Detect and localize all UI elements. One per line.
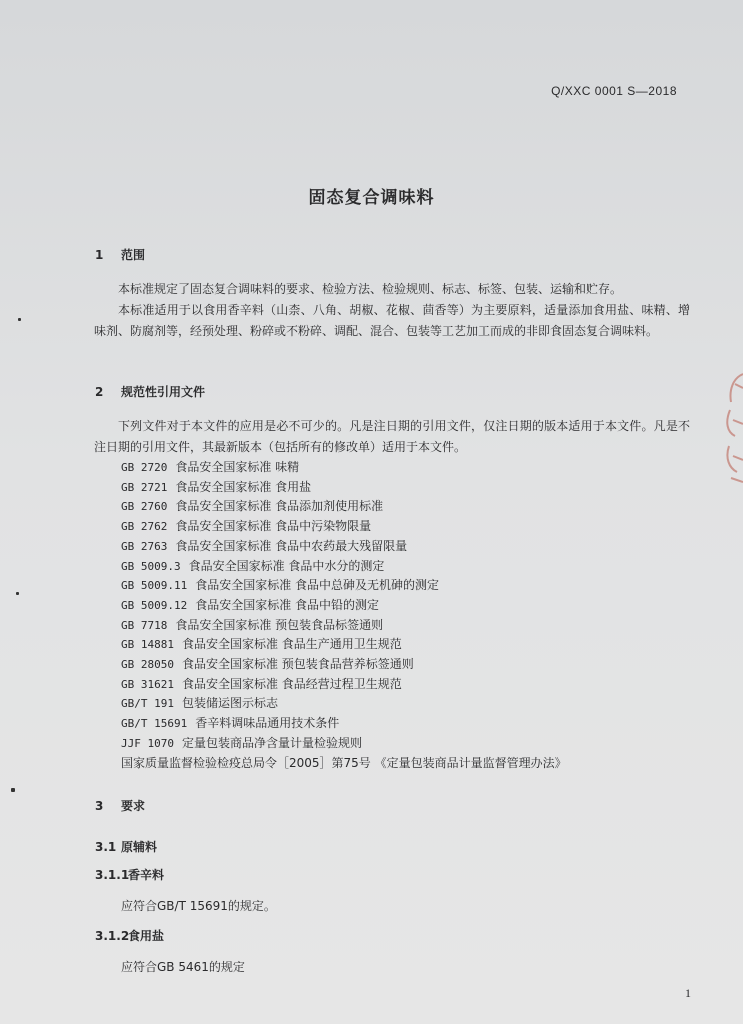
scan-speck [18,318,21,321]
section-title: 范围 [121,248,146,262]
reference-code: GB 2760 [121,500,168,514]
reference-title: 食品安全国家标准 食品经营过程卫生规范 [181,676,402,691]
list-item [121,714,567,734]
reference-code: GB 2763 [121,539,168,553]
reference-code: GB 5009.12 [121,598,188,612]
section-1-heading [95,246,145,263]
list-item [121,694,567,714]
list-item [121,478,567,498]
scope-paragraph-2: 本标准适用于以食用香辛料（山柰、八角、胡椒、花椒、茴香等）为主要原料，适量添加食用盐、味精、增味剂、防腐剂等，经预处理、粉碎或不粉碎、调配、混合、包装等工艺加工而成的非即食固态复合调味料。 [94,303,690,338]
red-seal-mark [721,370,743,490]
section-number: 2 [95,385,104,399]
reference-title: 香辛料调味品通用技术条件 [195,716,340,731]
scan-speck [16,592,19,595]
reference-code: GB 14881 [121,638,174,652]
reference-title: 食品安全国家标准 预包装食品营养标签通则 [181,657,414,672]
section-title: 香辛料 [128,868,165,882]
reference-title: 食品安全国家标准 食品生产通用卫生规范 [181,637,402,652]
section-number: 1 [95,248,104,262]
reference-title: 食品安全国家标准 食品中污染物限量 [175,519,372,534]
list-item [121,596,567,616]
list-item [121,537,567,557]
spice-requirement: 应符合GB/T 15691的规定。 [121,899,276,913]
reference-title: 食品安全国家标准 食品中铅的测定 [195,597,380,612]
section-title: 原辅料 [121,840,158,854]
list-item [121,675,567,695]
section-number: 3 [95,799,104,813]
reference-title: 食品安全国家标准 食品中水分的测定 [188,558,385,573]
list-item [121,616,567,636]
section-title: 规范性引用文件 [121,385,206,399]
reference-title: 包装储运图示标志 [181,696,278,711]
section-3-1-2-heading [95,927,164,944]
list-item [121,458,567,478]
normative-intro: 下列文件对于本文件的应用是必不可少的。凡是注日期的引用文件，仅注日期的版本适用于本文件。凡是不注日期的引用文件，其最新版本（包括所有的修改单）适用于本文件。 [94,419,690,454]
reference-title: 食品安全国家标准 食品添加剂使用标准 [175,499,384,514]
list-item [121,497,567,517]
standard-code: Q/XXC 0001 S—2018 [551,84,677,98]
reference-code: GB 28050 [121,658,174,672]
reference-code: JJF 1070 [121,736,174,750]
reference-code: GB 2762 [121,520,168,534]
reference-code: GB/T 191 [121,697,174,711]
section-3-1-1-heading [95,866,164,883]
reference-code: GB 31621 [121,677,174,691]
reference-title: 食品安全国家标准 食品中总砷及无机砷的测定 [195,578,440,593]
document-title: 固态复合调味料 [308,188,435,208]
page-number: 1 [685,986,691,1000]
section-number: 3.1.1 [95,868,130,882]
section-title: 要求 [121,799,146,813]
list-item [121,655,567,675]
list-item [121,754,567,774]
section-title: 食用盐 [128,929,165,943]
list-item [121,635,567,655]
reference-code: GB 5009.3 [121,559,181,573]
section-3-1-heading [95,838,157,855]
section-3-heading [95,797,145,814]
reference-title: 食品安全国家标准 味精 [175,460,300,474]
section-number: 3.1.2 [95,929,130,943]
reference-list [121,458,567,773]
reference-code: GB 2720 [121,461,168,474]
decree-reference: 国家质量监督检验检疫总局令［2005］第75号 《定量包装商品计量监督管理办法》 [121,755,567,770]
section-2-heading [95,383,205,400]
scan-speck [11,788,15,792]
list-item [121,734,567,754]
section-number: 3.1 [95,840,117,854]
reference-code: GB/T 15691 [121,717,188,731]
reference-title: 定量包装商品净含量计量检验规则 [181,735,362,750]
list-item [121,517,567,537]
list-item [121,576,567,596]
reference-code: GB 7718 [121,618,168,632]
scope-paragraph-1: 本标准规定了固态复合调味料的要求、检验方法、检验规则、标志、标签、包装、运输和贮存。 [118,282,623,296]
salt-requirement: 应符合GB 5461的规定 [121,960,245,974]
reference-code: GB 2721 [121,480,168,494]
reference-title: 食品安全国家标准 食品中农药最大残留限量 [175,538,408,553]
list-item [121,557,567,577]
reference-title: 食品安全国家标准 预包装食品标签通则 [175,617,384,632]
reference-title: 食品安全国家标准 食用盐 [175,479,312,494]
reference-code: GB 5009.11 [121,579,188,593]
